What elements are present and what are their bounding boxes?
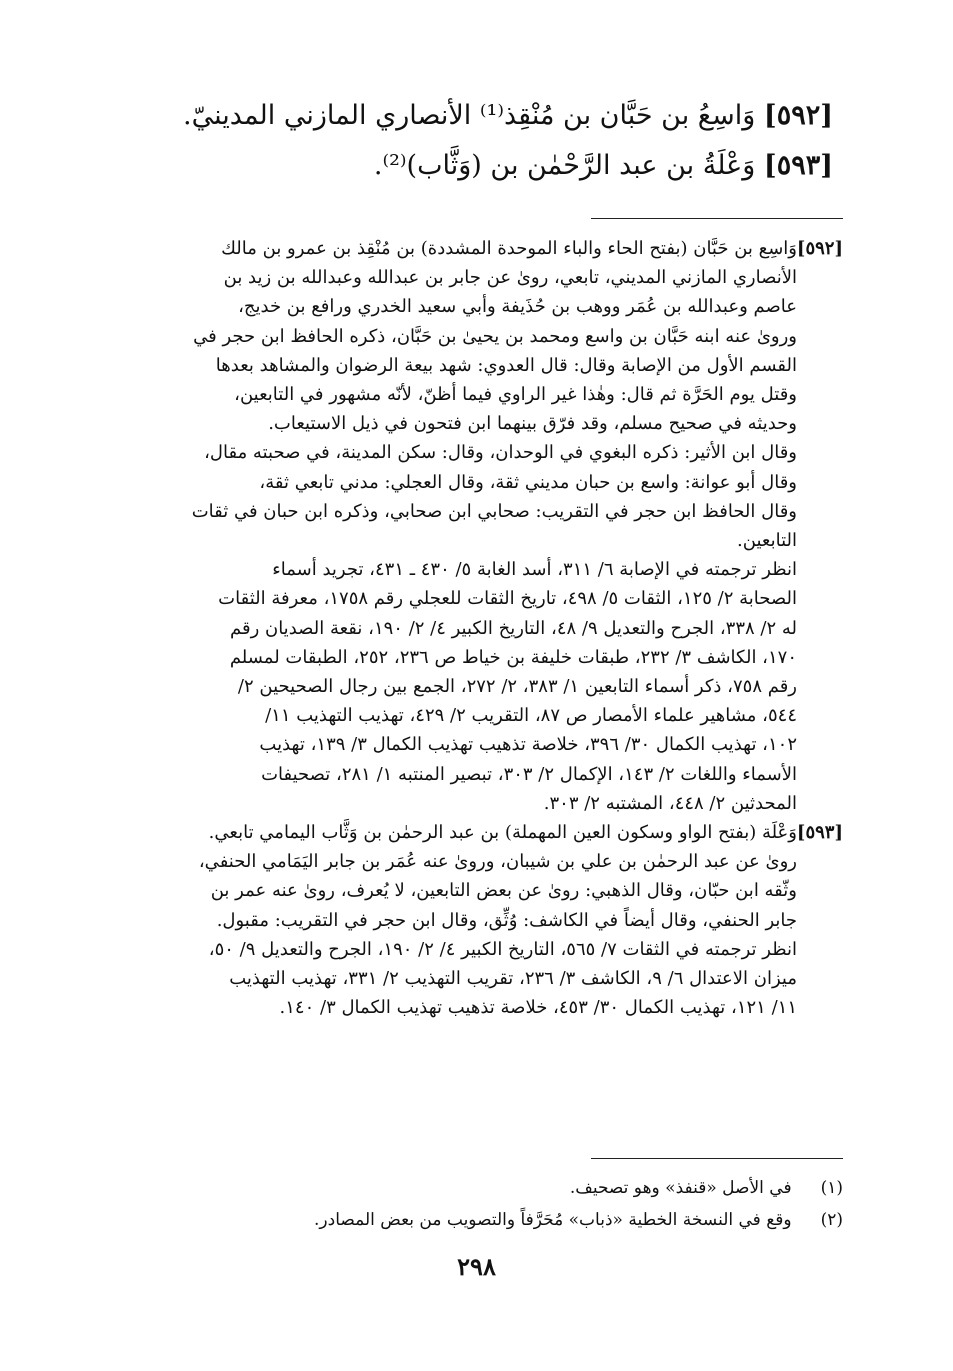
text-line: وقال أبو عوانة: واسع بن حبان مديني ثقة، وقال العجلي: مدني تابعي ثقة، [259,471,797,493]
text-line: وقال الحافظ ابن حجر في التقريب: صحابي ابن صحابي، وذكره ابن حبان في ثقات [191,500,797,522]
text-line: الأنصاري المازني المديني، تابعي، روىٰ عن جابر بن عبدالله وعبدالله بن زيد بن [223,267,797,289]
text-line: وَعْلَة (بفتح الواو وسكون العين المهملة) بن عبد الرحمٰن بن وَثَّاب اليمامي تابعي. [208,822,797,844]
footnote [108,1204,843,1236]
commentary-entry-592 [108,234,843,818]
footnote-number: (٢) [820,1210,843,1230]
commentary-section [108,234,843,1022]
entry-number: [٥٩٣] [796,822,843,844]
text-line: ميزان الاعتدال ٦/ ٩، الكاشف ٣/ ٢٣٦، تقريب التهذيب ٢/ ٣٣١، تهذيب التهذيب [229,968,797,990]
entry-text: وَاسِعُ بن حَبَّان بن مُنْقِذ⁽¹⁾ الأنصاري المازني المدينيّ. [183,100,756,131]
main-entry-593 [113,146,833,186]
text-line: ٥٤٤، مشاهير علماء الأمصار ص ٨٧، التقريب ٢/ ٤٢٩، تهذيب التهذيب ١١/ [265,705,797,727]
text-line: القسم الأول من الإصابة وقال: قال العدوي: شهد بيعة الرضوان والمشاهد بعدها [215,354,797,376]
text-line: رقم ٧٥٨، ذكر أسماء التابعين ١/ ٣٨٣، ٢/ ٢٧٢، الجمع بين رجال الصحيحين ٢/ [237,676,797,698]
text-line: له ٢/ ٣٣٨، الجرح والتعديل ٩/ ٤٨، التاريخ الكبير ٤/ ٢/ ١٩٠، نقعة الصديان رقم [229,617,797,639]
text-line: وقتل يوم الحَرَّة ثم قال: وهٰذا غير الراوي فيما أظنّ، لأنّه مشهور في التابعين، [234,384,797,406]
text-line: وَاسِع بن حَبَّان (بفتح الحاء والباء الموحدة المشددة) بن مُنْقِذ بن عمرو بن مالك [221,238,797,259]
entry-number: [٥٩٢] [763,100,833,131]
text-line: عاصم وعبدالله بن عُمَر ووهب بن حُذَيفة وأبي سعيد الخدري ورافع بن خديج، [238,296,797,318]
text-line: انظر ترجمته في الإصابة ٦/ ٣١١، أسد الغابة ٥/ ٤٣٠ ـ ٤٣١، تجريد أسماء [272,559,797,581]
entry-text: وَعْلَةُ بن عبد الرَّحْمٰن بن (وَثَّاب)⁽²⁾. [373,150,756,181]
text-line: جابر الحنفي، وقال أيضاً في الكاشف: وُثِّق، وقال ابن حجر في التقريب: مقبول. [216,909,797,931]
footnote-text: في الأصل «قنفذ» وهو تصحيف. [569,1178,792,1198]
footnote-divider [591,1158,843,1159]
commentary-divider [591,218,843,219]
main-entry-592 [113,96,833,136]
text-line: وثّقه ابن حبّان، وقال الذهبي: روىٰ عن بعض التابعين، لا يُعرف، روىٰ عنه عمر بن [210,880,797,902]
footnotes [108,1172,843,1236]
text-line: وقال ابن الأثير: ذكره البغوي في الوحدان، وقال: سكن المدينة، في صحبته مقال، [204,442,797,464]
text-line: وروىٰ عنه ابنه حَبَّان بن واسع ومحمد بن يحيىٰ بن حَبَّان، ذكره الحافظ ابن حجر في [193,325,797,347]
text-line: الأسماء واللغات ٢/ ١٤٣، الإكمال ٢/ ٣٠٣، تبصير المنتبه ١/ ٢٨١، تصحيفات [261,763,797,785]
text-line: وحديثه في صحيح مسلم، وقد فرّق بينهما ابن فتحون في ذيل الاستيعاب. [268,413,797,435]
footnote-text: وقع في النسخة الخطية «ذباب» مُحَرَّفاً والتصويب من بعض المصادر. [314,1210,792,1230]
text-line: ١١/ ١٢١، تهذيب الكمال ٣٠/ ٤٥٣، خلاصة تذهيب تهذيب الكمال ٣/ ١٤٠. [279,997,797,1019]
text-line: ١٧٠، الكاشف ٣/ ٢٣٢، طبقات خليفة بن خياط ص ٢٣٦، ٢٥٢، الطبقات لمسلم [229,646,797,668]
text-line: انظر ترجمته في الثقات ٧/ ٥٦٥، التاريخ الكبير ٤/ ٢/ ١٩٠، الجرح والتعديل ٩/ ٥٠، [208,938,797,960]
text-line: التابعين. [737,530,797,552]
text-line: المحدثين ٢/ ٤٤٨، المشتبه ٢/ ٣٠٣. [543,792,797,814]
footnote [108,1172,843,1204]
text-line: ١٠٢، تهذيب الكمال ٣٠/ ٣٩٦، خلاصة تذهيب تهذيب الكمال ٣/ ١٣٩، تهذيب [259,734,797,756]
commentary-entry-593 [108,818,843,1022]
text-line: روىٰ عن عبد الرحمٰن بن علي بن شيبان، وروىٰ عنه عُمَر بن جابر اليَمَامي الحنفي، [198,851,797,873]
text-line: الصحابة ٢/ ١٢٥، الثقات ٥/ ٤٩٨، تاريخ الثقات للعجلي رقم ١٧٥٨، معرفة الثقات [218,588,797,610]
footnote-number: (١) [820,1178,843,1198]
entry-number: [٥٩٢] [796,238,843,259]
page-number: ٢٩٨ [457,1252,496,1281]
entry-number: [٥٩٣] [763,150,833,181]
